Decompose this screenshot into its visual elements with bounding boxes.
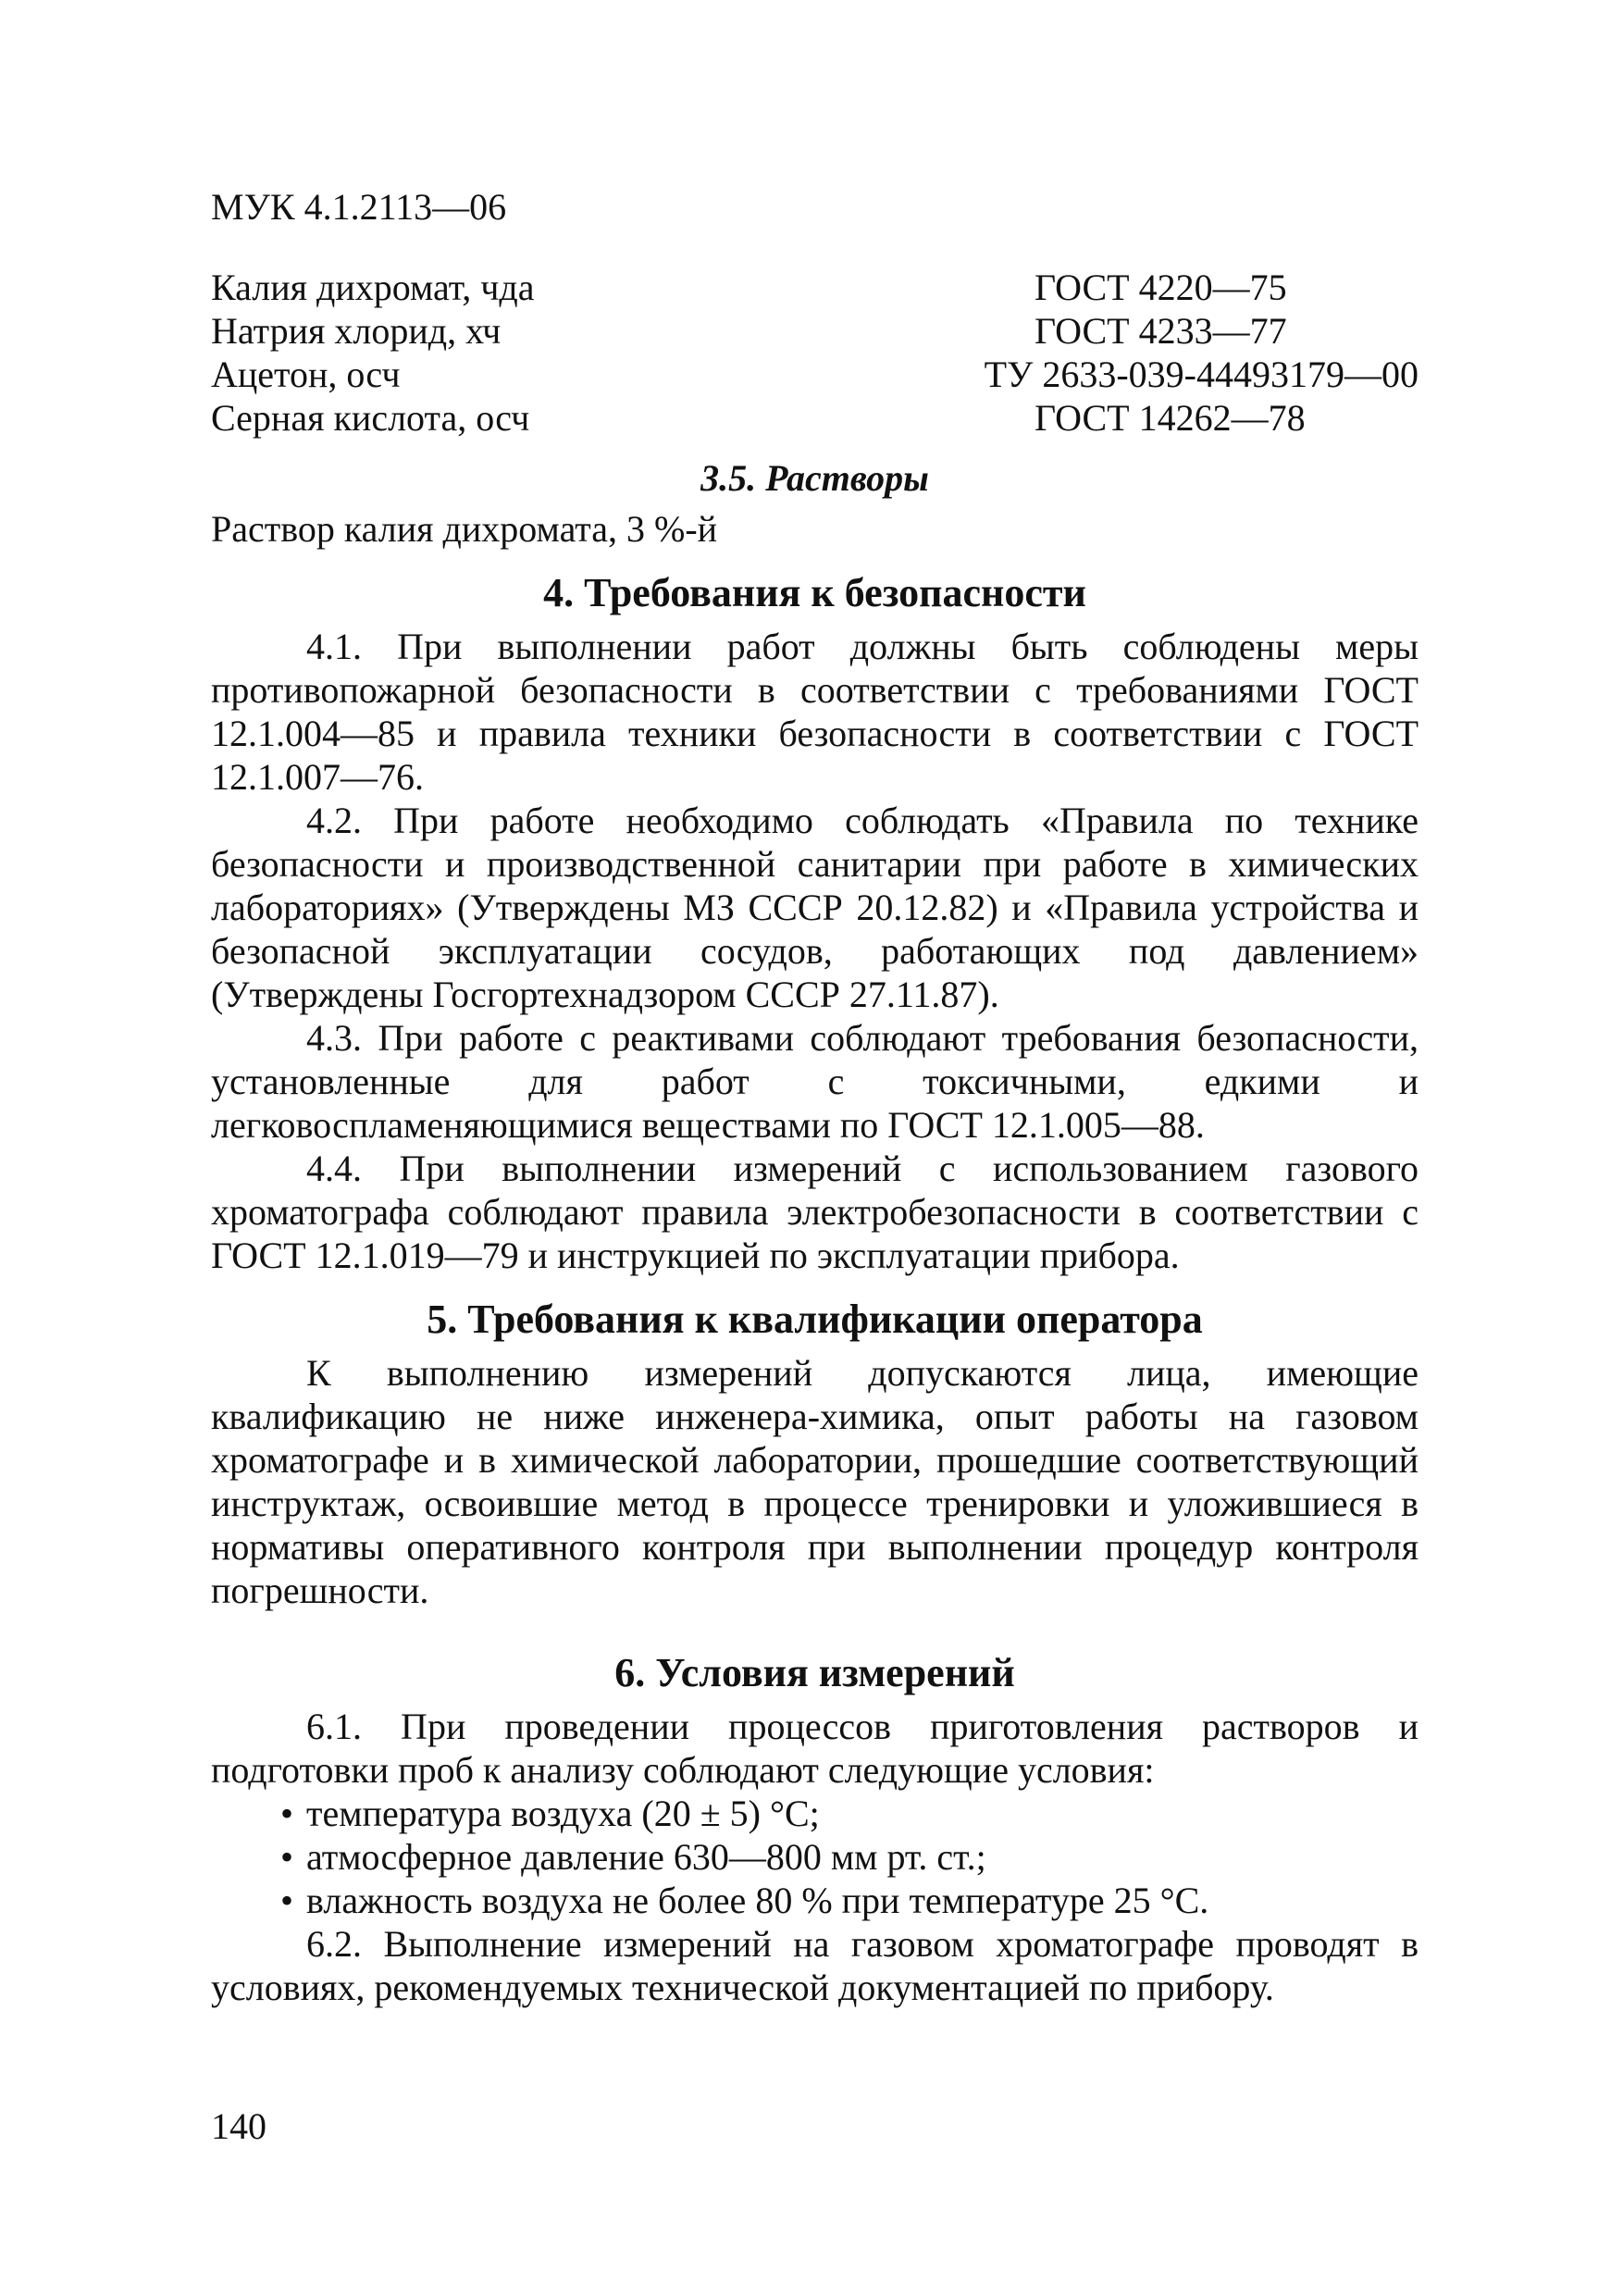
page-number: 140: [211, 2105, 266, 2147]
reagent-standard: ГОСТ 4233—77: [1035, 310, 1287, 352]
paragraph-4-1: 4.1. При выполнении работ должны быть соблюдены меры противопожарной безопасности в соответствии с требованиями ГОСТ 12.1.004—85 и правила техники безопасности в соответствии с ГОСТ 12.1.007—76.: [211, 626, 1419, 798]
reagent-row: [211, 266, 1419, 309]
reagent-standard: ТУ 2633-039-44493179—00: [984, 354, 1419, 395]
bullet-item: [280, 1835, 1419, 1879]
reagent-standard: ГОСТ 14262—78: [1035, 397, 1306, 439]
document-code: МУК 4.1.2113—06: [211, 186, 507, 228]
bullet-icon: •: [280, 1880, 294, 1921]
reagent-row: [211, 396, 1419, 440]
reagent-row: [211, 353, 1419, 396]
section-title-safety: 4. Требования к безопасности: [543, 570, 1086, 615]
subsection-title-solutions: 3.5. Растворы: [700, 457, 929, 499]
bullet-text: влажность воздуха не более 80 % при температуре 25 °C.: [306, 1880, 1209, 1921]
reagent-name: Калия дихромат, чда: [211, 267, 535, 308]
paragraph-4-3: 4.3. При работе с реактивами соблюдают требования безопасности, установленные для работ с токсичными, едкими и легковоспламеняющимися веществами по ГОСТ 12.1.005—88.: [211, 1017, 1419, 1146]
page-content: [211, 185, 1419, 2009]
paragraph-6-1: 6.1. При проведении процессов приготовления растворов и подготовки проб к анализу соблюдают следующие условия:: [211, 1706, 1419, 1791]
bullet-item: [280, 1879, 1419, 1922]
reagent-list: [211, 266, 1419, 440]
bullet-item: [280, 1792, 1419, 1835]
paragraph-4-2: 4.2. При работе необходимо соблюдать «Правила по технике безопасности и производственной санитарии при работе в химических лабораториях» (Утверждены МЗ СССР 20.12.82) и «Правила устройства и безопасной эксплуатации сосудов, работающих под давлением» (Утверждены Госгортехнадзором СССР 27.11.87).: [211, 800, 1419, 1015]
bullet-icon: •: [280, 1836, 294, 1878]
reagent-name: Натрия хлорид, хч: [211, 310, 502, 352]
bullet-icon: •: [280, 1793, 294, 1834]
solution-text: Раствор калия дихромата, 3 %-й: [211, 508, 718, 550]
paragraph-6-2: 6.2. Выполнение измерений на газовом хроматографе проводят в условиях, рекомендуемых технической документацией по прибору.: [211, 1923, 1419, 2008]
reagent-row: [211, 309, 1419, 353]
bullet-text: атмосферное давление 630—800 мм рт. ст.;: [306, 1836, 986, 1878]
paragraph-4-4: 4.4. При выполнении измерений с использованием газового хроматографа соблюдают правила электробезопасности в соответствии с ГОСТ 12.1.019—79 и инструкцией по эксплуатации прибора.: [211, 1148, 1419, 1276]
bullet-text: температура воздуха (20 ± 5) °C;: [306, 1793, 820, 1834]
paragraph-5: К выполнению измерений допускаются лица, имеющие квалификацию не ниже инженера-химика, опыт работы на газовом хроматографе и в химической лаборатории, прошедшие соответствующий инструктаж, освоившие метод в процессе тренировки и уложившиеся в нормативы оперативного контроля при выполнении процедур контроля погрешности.: [211, 1352, 1419, 1611]
reagent-name: Ацетон, осч: [211, 354, 401, 395]
reagent-standard: ГОСТ 4220—75: [1035, 267, 1287, 308]
section-title-measurement-conditions: 6. Условия измерений: [614, 1650, 1015, 1695]
reagent-name: Серная кислота, осч: [211, 397, 530, 439]
section-title-operator-qualification: 5. Требования к квалификации оператора: [427, 1297, 1203, 1342]
